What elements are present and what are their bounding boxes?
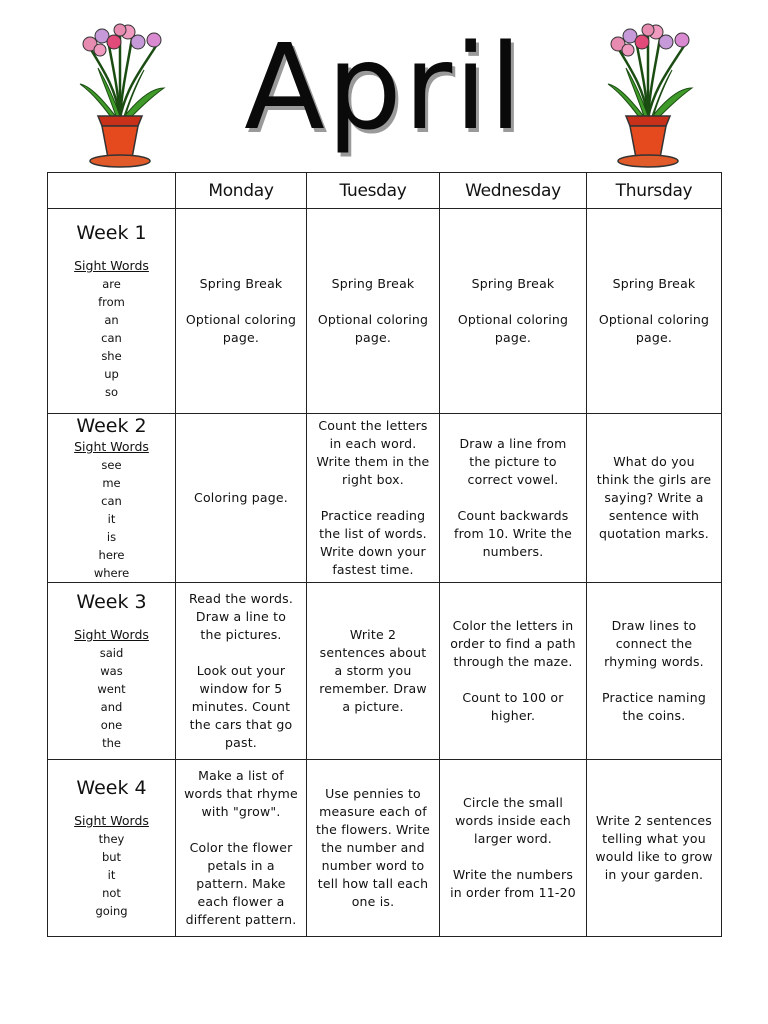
day-header-tuesday: Tuesday (307, 173, 440, 209)
task-text: Write 2 sentences telling what you would like to grow in your garden. (595, 813, 713, 882)
task-cell-wednesday (440, 583, 587, 760)
sight-word: it (107, 868, 116, 882)
task-cell-monday (176, 760, 307, 937)
task-cell-wednesday (440, 760, 587, 937)
task-cell-monday (176, 414, 307, 583)
week-cell (48, 209, 176, 414)
week-row (48, 414, 722, 583)
sight-word: going (95, 904, 128, 918)
sight-word: is (106, 530, 117, 544)
task-text: Write 2 sentences about a storm you remember. Draw a picture. (319, 627, 427, 714)
task-cell-tuesday (307, 760, 440, 937)
task-cell-wednesday (440, 414, 587, 583)
sight-word: one (100, 718, 123, 732)
sight-words-label: Sight Words (74, 627, 149, 642)
week-cell (48, 760, 176, 937)
sight-word: but (101, 850, 122, 864)
day-header-thursday: Thursday (587, 173, 722, 209)
task-text: Spring Break (471, 276, 555, 291)
task-text: Spring Break (331, 276, 415, 291)
task-text: Color the letters in order to find a path through the maze. (450, 618, 576, 669)
task-text: Make a list of words that rhyme with "grow". (184, 768, 298, 819)
day-header-row (48, 173, 722, 209)
sight-word: the (102, 736, 121, 750)
task-text: Count the letters in each word. Write them in the right box. (316, 418, 430, 487)
sight-word: she (101, 349, 122, 363)
corner-cell (48, 173, 176, 209)
sight-word: are (102, 277, 121, 291)
day-header-wednesday: Wednesday (440, 173, 587, 209)
sight-word: from (98, 295, 125, 309)
sight-word: so (104, 385, 119, 399)
sight-word: and (100, 700, 123, 714)
task-text: Count to 100 or higher. (462, 690, 564, 723)
week-label: Week 2 (76, 415, 147, 437)
sight-word: here (98, 548, 125, 562)
task-text: Count backwards from 10. Write the numbers. (453, 508, 572, 559)
week-label: Week 4 (76, 777, 147, 799)
task-text: Practice naming the coins. (602, 690, 706, 723)
week-label: Week 1 (76, 222, 147, 244)
task-text: Look out your window for 5 minutes. Count the cars that go past. (189, 663, 293, 750)
task-text: Practice reading the list of words. Write down your fastest time. (319, 508, 427, 577)
week-row (48, 209, 722, 414)
task-cell-thursday (587, 760, 722, 937)
sight-word: was (100, 664, 123, 678)
sight-word: said (99, 646, 124, 660)
weekly-calendar-table (47, 172, 722, 937)
task-cell-monday (176, 209, 307, 414)
task-text: Optional coloring page. (317, 312, 429, 345)
task-cell-monday (176, 583, 307, 760)
sight-word: can (101, 331, 122, 345)
sight-word: where (93, 566, 130, 580)
task-cell-thursday (587, 583, 722, 760)
sight-word: see (101, 458, 122, 472)
day-header-monday: Monday (176, 173, 307, 209)
sight-word: they (98, 832, 125, 846)
task-cell-thursday (587, 414, 722, 583)
task-text: Write the numbers in order from 11-20 (450, 867, 576, 900)
task-cell-tuesday (307, 583, 440, 760)
task-text: What do you think the girls are saying? Write a sentence with quotation marks. (596, 454, 712, 541)
page-title: April (244, 18, 524, 156)
task-text: Draw lines to connect the rhyming words. (604, 618, 704, 669)
sight-words-label: Sight Words (74, 258, 149, 273)
task-text: Read the words. Draw a line to the pictures. (188, 591, 294, 642)
task-text: Circle the small words inside each larger word. (455, 795, 571, 846)
sight-word: it (107, 512, 116, 526)
task-text: Spring Break (199, 276, 283, 291)
task-text: Optional coloring page. (185, 312, 297, 345)
week-row (48, 583, 722, 760)
week-cell (48, 583, 176, 760)
task-text: Optional coloring page. (598, 312, 710, 345)
task-cell-tuesday (307, 209, 440, 414)
task-text: Coloring page. (194, 490, 288, 505)
week-row (48, 760, 722, 937)
task-cell-tuesday (307, 414, 440, 583)
sight-words-label: Sight Words (74, 813, 149, 828)
task-cell-thursday (587, 209, 722, 414)
week-cell (48, 414, 176, 583)
sight-word: went (97, 682, 126, 696)
task-text: Optional coloring page. (457, 312, 569, 345)
task-text: Spring Break (612, 276, 696, 291)
task-text: Draw a line from the picture to correct vowel. (459, 436, 567, 487)
sight-words-label: Sight Words (74, 439, 149, 454)
sight-word: up (104, 367, 119, 381)
task-text: Use pennies to measure each of the flowers. Write the number and number word to tell how tall each one is. (315, 786, 431, 909)
sight-word: me (102, 476, 121, 490)
task-cell-wednesday (440, 209, 587, 414)
week-label: Week 3 (76, 591, 147, 613)
sight-word: can (101, 494, 122, 508)
task-text: Color the flower petals in a pattern. Make each flower a different pattern. (185, 840, 297, 927)
sight-word: an (104, 313, 119, 327)
sight-word: not (102, 886, 121, 900)
